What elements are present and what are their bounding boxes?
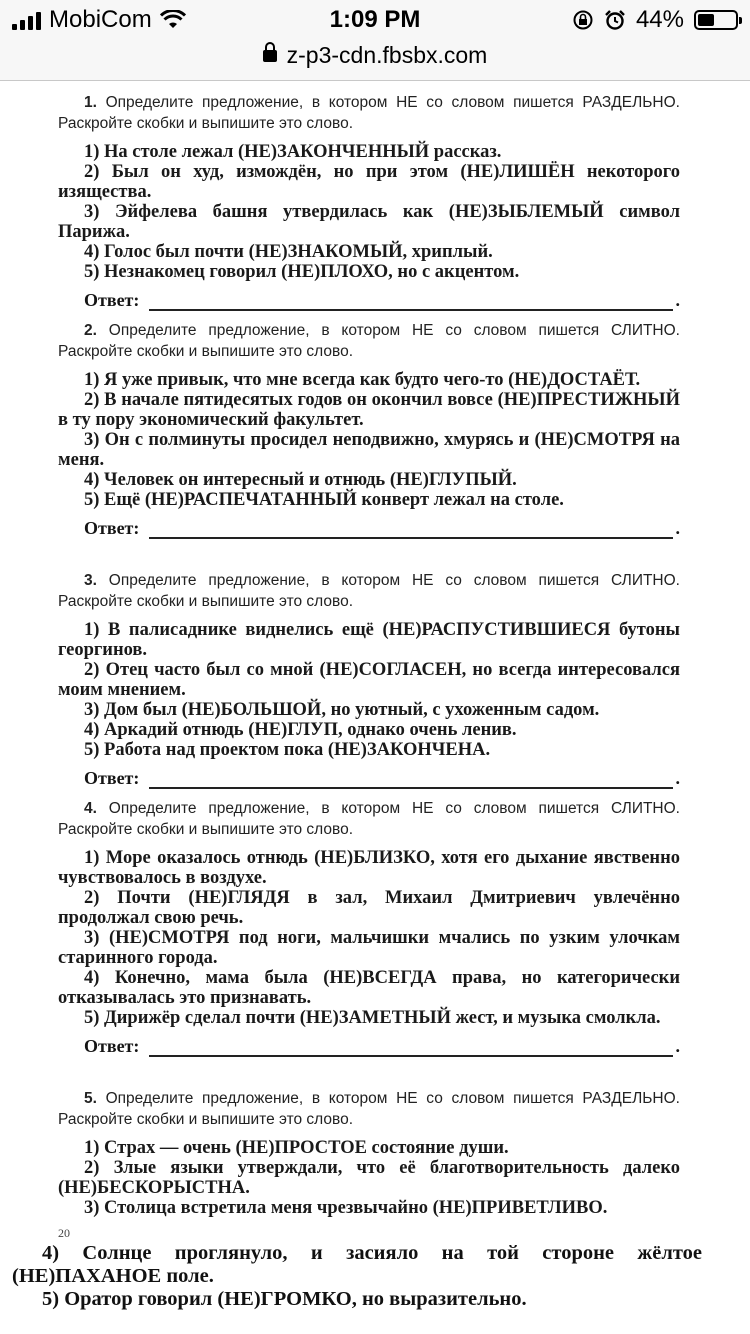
task-5 — [58, 1088, 680, 1218]
answer-label: Ответ: — [84, 768, 140, 788]
options-list — [58, 620, 680, 760]
answer-line: Ответ: . — [84, 290, 680, 310]
options-list — [58, 142, 680, 282]
answer-label: Ответ: — [84, 290, 140, 310]
option: 1) В палисаднике виднелись ещё (НЕ)РАСПУСТИВШИЕСЯ бутоны георгинов. — [58, 620, 680, 660]
option: 4) Аркадий отнюдь (НЕ)ГЛУП, однако очень ленив. — [84, 720, 517, 740]
task-number: 2. — [84, 322, 97, 339]
answer-blank — [149, 295, 672, 311]
task-prompt-text: Определите предложение, в котором НЕ со словом пишется СЛИТНО. Раскройте скобки и выпишите это слово. — [58, 572, 680, 610]
task-prompt-text: Определите предложение, в котором НЕ со словом пишется СЛИТНО. Раскройте скобки и выпишите это слово. — [58, 322, 680, 360]
task-prompt-text: Определите предложение, в котором НЕ со словом пишется РАЗДЕЛЬНО. Раскройте скобки и выпишите это слово. — [58, 94, 680, 132]
option: 3) Столица встретила меня чрезвычайно (НЕ)ПРИВЕТЛИВО. — [84, 1198, 608, 1218]
task-2 — [58, 320, 680, 539]
option: 5) Дирижёр сделал почти (НЕ)ЗАМЕТНЫЙ жест, и музыка смолкла. — [84, 1008, 661, 1028]
option: 3) Он с полминуты просидел неподвижно, хмурясь и (НЕ)СМОТРЯ на меня. — [58, 430, 680, 470]
carrier-name: MobiCom — [49, 6, 152, 33]
url-text[interactable]: z-p3-cdn.fbsbx.com — [286, 42, 488, 68]
answer-blank — [149, 523, 672, 539]
status-right — [572, 6, 738, 34]
answer-line: Ответ: . — [84, 518, 680, 538]
task-prompt-text: Определите предложение, в котором НЕ со словом пишется СЛИТНО. Раскройте скобки и выпишите это слово. — [58, 800, 680, 838]
answer-line: Ответ: . — [84, 768, 680, 788]
option: 2) Почти (НЕ)ГЛЯДЯ в зал, Михаил Дмитриевич увлечённо продолжал свою речь. — [58, 888, 680, 928]
option: 1) Страх — очень (НЕ)ПРОСТОЕ состояние души. — [84, 1138, 509, 1158]
option: 4) Голос был почти (НЕ)ЗНАКОМЫЙ, хриплый. — [84, 242, 493, 262]
task-prompt — [58, 1088, 680, 1130]
document-page — [0, 80, 750, 1334]
option: 5) Оратор говорил (НЕ)ГРОМКО, но выразительно. — [42, 1288, 527, 1310]
task-prompt — [58, 92, 680, 134]
task-prompt — [58, 570, 680, 612]
options-list — [58, 370, 680, 510]
task-4 — [58, 798, 680, 1057]
lock-icon — [263, 50, 277, 62]
option: 5) Ещё (НЕ)РАСПЕЧАТАННЫЙ конверт лежал на столе. — [84, 490, 564, 510]
task-number: 4. — [84, 800, 97, 817]
battery-icon — [694, 10, 738, 30]
orientation-lock-icon — [572, 9, 594, 31]
status-bar — [0, 0, 750, 40]
option: 5) Незнакомец говорил (НЕ)ПЛОХО, но с акцентом. — [84, 262, 520, 282]
option: 1) Море оказалось отнюдь (НЕ)БЛИЗКО, хотя его дыхание явственно чувствовалось в воздухе. — [58, 848, 680, 888]
task-number: 3. — [84, 572, 97, 589]
option: 4) Конечно, мама была (НЕ)ВСЕГДА права, но категорически отказывалась это признавать. — [58, 968, 680, 1008]
alarm-icon — [604, 9, 626, 31]
answer-line: Ответ: . — [84, 1036, 680, 1056]
status-time: 1:09 PM — [329, 6, 421, 33]
continuation-text — [12, 1242, 702, 1311]
task-number: 1. — [84, 94, 97, 111]
options-list — [58, 848, 680, 1028]
page-number: 20 — [58, 1226, 70, 1240]
option: 1) На столе лежал (НЕ)ЗАКОНЧЕННЫЙ рассказ. — [84, 142, 502, 162]
task-prompt — [58, 798, 680, 840]
option: 5) Работа над проектом пока (НЕ)ЗАКОНЧЕНА. — [84, 740, 491, 760]
task-prompt — [58, 320, 680, 362]
task-prompt-text: Определите предложение, в котором НЕ со словом пишется РАЗДЕЛЬНО. Раскройте скобки и выпишите это слово. — [58, 1090, 680, 1128]
option: 2) Был он худ, измождён, но при этом (НЕ)ЛИШЁН некоторого изящества. — [58, 162, 680, 202]
option: 2) В начале пятидесятых годов он окончил вовсе (НЕ)ПРЕСТИЖНЫЙ в ту пору экономический факультет. — [58, 390, 680, 430]
option: 4) Человек он интересный и отнюдь (НЕ)ГЛУПЫЙ. — [84, 470, 517, 490]
battery-percent: 44% — [635, 6, 684, 33]
answer-blank — [149, 773, 672, 789]
options-list — [58, 1138, 680, 1218]
answer-blank — [149, 1041, 672, 1057]
option: 3) Эйфелева башня утвердилась как (НЕ)ЗЫБЛЕМЫЙ символ Парижа. — [58, 202, 680, 242]
task-1 — [58, 92, 680, 311]
answer-label: Ответ: — [84, 1036, 140, 1056]
option: 2) Злые языки утверждали, что её благотворительность далеко (НЕ)БЕСКОРЫСТНА. — [58, 1158, 680, 1198]
task-number: 5. — [84, 1090, 97, 1107]
answer-label: Ответ: — [84, 518, 140, 538]
option: 3) (НЕ)СМОТРЯ под ноги, мальчишки мчались по узким улочкам старинного города. — [58, 928, 680, 968]
option: 3) Дом был (НЕ)БОЛЬШОЙ, но уютный, с ухоженным садом. — [84, 700, 600, 720]
option: 1) Я уже привык, что мне всегда как будто чего-то (НЕ)ДОСТАЁТ. — [84, 370, 641, 390]
option: 4) Солнце проглянуло, и засияло на той стороне жёлтое (НЕ)ПАХАНОЕ поле. — [12, 1242, 702, 1287]
task-3 — [58, 570, 680, 789]
browser-url-bar[interactable] — [0, 40, 750, 81]
option: 2) Отец часто был со мной (НЕ)СОГЛАСЕН, но всегда интересовался моим мнением. — [58, 660, 680, 700]
